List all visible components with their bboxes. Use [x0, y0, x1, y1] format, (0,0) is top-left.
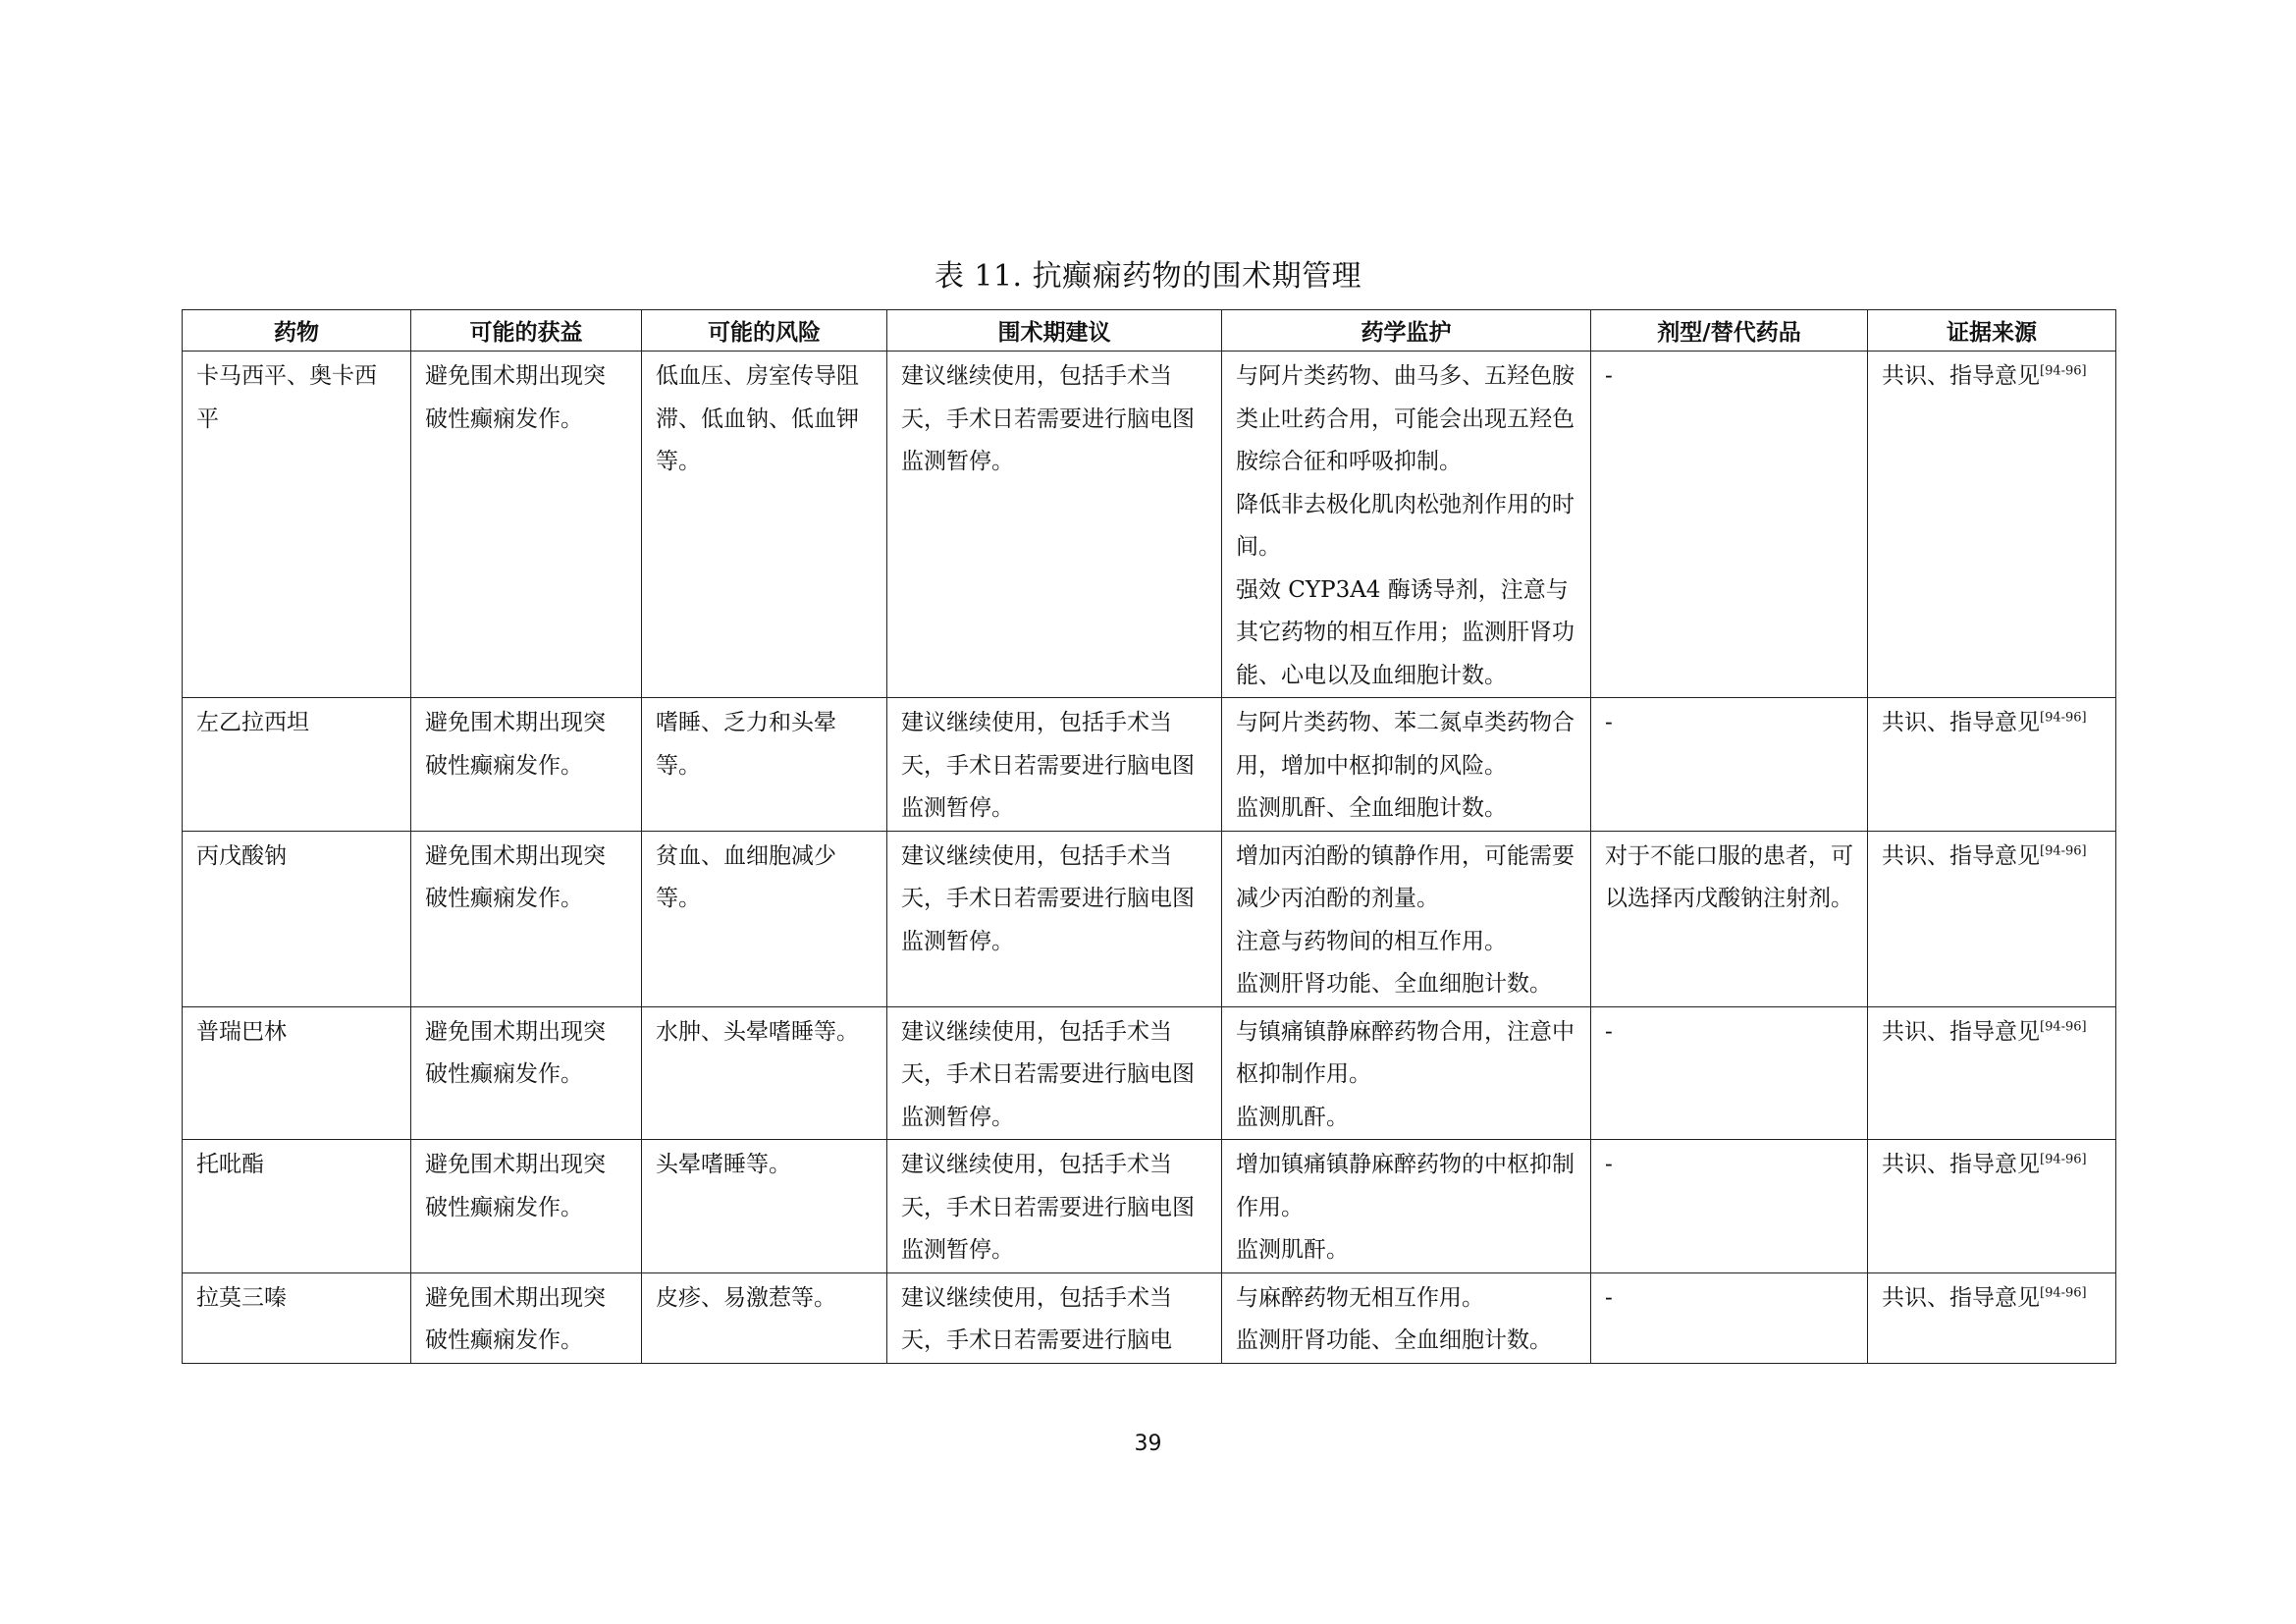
monitoring-paragraph: 增加镇痛镇静麻醉药物的中枢抑制作用。 — [1236, 1152, 1575, 1220]
cell-drug: 丙戊酸钠 — [183, 831, 411, 1006]
page-number: 39 — [1134, 1432, 1162, 1456]
table-row — [183, 1140, 2116, 1273]
table-row — [183, 1272, 2116, 1363]
table-title: 表 11. 抗癫痫药物的围术期管理 — [934, 259, 1362, 294]
source-text: 共识、指导意见 — [1882, 842, 2040, 869]
column-header-drug: 药物 — [183, 310, 411, 352]
cell-drug: 托吡酯 — [183, 1140, 411, 1273]
table-row — [183, 352, 2116, 698]
cell-risk: 皮疹、易激惹等。 — [642, 1272, 887, 1363]
monitoring-paragraph: 降低非去极化肌肉松弛剂作用的时间。 — [1236, 491, 1575, 560]
citation-ref: [94-96] — [2040, 710, 2087, 726]
cell-advice: 建议继续使用，包括手术当天，手术日若需要进行脑电图监测暂停。 — [887, 1006, 1222, 1140]
cell-drug: 普瑞巴林 — [183, 1006, 411, 1140]
cell-source — [1868, 698, 2116, 832]
cell-risk: 贫血、血细胞减少等。 — [642, 831, 887, 1006]
cell-source — [1868, 1140, 2116, 1273]
citation-ref: [94-96] — [2040, 1152, 2087, 1167]
table-row — [183, 1006, 2116, 1140]
cell-drug: 左乙拉西坦 — [183, 698, 411, 832]
cell-benefit: 避免围术期出现突破性癫痫发作。 — [411, 1140, 642, 1273]
citation-ref: [94-96] — [2040, 1284, 2087, 1300]
cell-advice: 建议继续使用，包括手术当天，手术日若需要进行脑电 — [887, 1272, 1222, 1363]
monitoring-paragraph: 注意与药物间的相互作用。 — [1236, 928, 1507, 954]
cell-risk: 嗜睡、乏力和头晕等。 — [642, 698, 887, 832]
cell-drug: 卡马西平、奥卡西平 — [183, 352, 411, 698]
cell-source — [1868, 352, 2116, 698]
source-text: 共识、指导意见 — [1882, 1284, 2040, 1311]
table-header-row — [183, 310, 2116, 352]
cell-alternative: - — [1591, 698, 1868, 832]
column-header-monitoring: 药学监护 — [1222, 310, 1591, 352]
monitoring-paragraph: 与镇痛镇静麻醉药物合用，注意中枢抑制作用。 — [1236, 1018, 1575, 1087]
cell-benefit: 避免围术期出现突破性癫痫发作。 — [411, 698, 642, 832]
antiepileptic-drugs-table — [182, 309, 2116, 1364]
cell-advice: 建议继续使用，包括手术当天，手术日若需要进行脑电图监测暂停。 — [887, 1140, 1222, 1273]
cell-source — [1868, 831, 2116, 1006]
source-text: 共识、指导意见 — [1882, 1018, 2040, 1045]
monitoring-paragraph: 与麻醉药物无相互作用。 — [1236, 1284, 1484, 1311]
monitoring-paragraph: 与阿片类药物、苯二氮卓类药物合用，增加中枢抑制的风险。 — [1236, 710, 1575, 779]
cell-monitoring — [1222, 831, 1591, 1006]
table-row — [183, 831, 2116, 1006]
cell-alternative: 对于不能口服的患者，可以选择丙戊酸钠注射剂。 — [1591, 831, 1868, 1006]
monitoring-paragraph: 监测肝肾功能、全血细胞计数。 — [1236, 971, 1552, 997]
monitoring-paragraph: 与阿片类药物、曲马多、五羟色胺类止吐药合用，可能会出现五羟色胺综合征和呼吸抑制。 — [1236, 363, 1575, 474]
cell-alternative: - — [1591, 352, 1868, 698]
cell-benefit: 避免围术期出现突破性癫痫发作。 — [411, 1006, 642, 1140]
cell-benefit: 避免围术期出现突破性癫痫发作。 — [411, 352, 642, 698]
cell-advice: 建议继续使用，包括手术当天，手术日若需要进行脑电图监测暂停。 — [887, 698, 1222, 832]
column-header-benefit: 可能的获益 — [411, 310, 642, 352]
monitoring-paragraph: 监测肌酐。 — [1236, 1237, 1349, 1263]
monitoring-paragraph: 增加丙泊酚的镇静作用，可能需要减少丙泊酚的剂量。 — [1236, 842, 1575, 911]
monitoring-paragraph: 强效 CYP3A4 酶诱导剂，注意与其它药物的相互作用；监测肝肾功能、心电以及血细胞计数。 — [1236, 576, 1575, 688]
column-header-alternative: 剂型/替代药品 — [1591, 310, 1868, 352]
cell-monitoring — [1222, 352, 1591, 698]
cell-benefit: 避免围术期出现突破性癫痫发作。 — [411, 831, 642, 1006]
cell-monitoring — [1222, 1006, 1591, 1140]
source-text: 共识、指导意见 — [1882, 363, 2040, 389]
monitoring-paragraph: 监测肌酐、全血细胞计数。 — [1236, 795, 1507, 821]
cell-alternative: - — [1591, 1006, 1868, 1140]
cell-monitoring — [1222, 1140, 1591, 1273]
column-header-advice: 围术期建议 — [887, 310, 1222, 352]
cell-source — [1868, 1006, 2116, 1140]
monitoring-paragraph: 监测肌酐。 — [1236, 1104, 1349, 1130]
cell-alternative: - — [1591, 1140, 1868, 1273]
cell-risk: 水肿、头晕嗜睡等。 — [642, 1006, 887, 1140]
cell-monitoring — [1222, 698, 1591, 832]
cell-advice: 建议继续使用，包括手术当天，手术日若需要进行脑电图监测暂停。 — [887, 831, 1222, 1006]
cell-benefit: 避免围术期出现突破性癫痫发作。 — [411, 1272, 642, 1363]
monitoring-paragraph: 监测肝肾功能、全血细胞计数。 — [1236, 1327, 1552, 1353]
column-header-source: 证据来源 — [1868, 310, 2116, 352]
column-header-risk: 可能的风险 — [642, 310, 887, 352]
cell-risk: 低血压、房室传导阻滞、低血钠、低血钾等。 — [642, 352, 887, 698]
citation-ref: [94-96] — [2040, 363, 2087, 379]
cell-drug: 拉莫三嗪 — [183, 1272, 411, 1363]
cell-advice: 建议继续使用，包括手术当天，手术日若需要进行脑电图监测暂停。 — [887, 352, 1222, 698]
cell-alternative: - — [1591, 1272, 1868, 1363]
source-text: 共识、指导意见 — [1882, 1152, 2040, 1177]
citation-ref: [94-96] — [2040, 842, 2087, 858]
source-text: 共识、指导意见 — [1882, 710, 2040, 735]
cell-source — [1868, 1272, 2116, 1363]
cell-monitoring — [1222, 1272, 1591, 1363]
citation-ref: [94-96] — [2040, 1018, 2087, 1034]
table-row — [183, 698, 2116, 832]
cell-risk: 头晕嗜睡等。 — [642, 1140, 887, 1273]
